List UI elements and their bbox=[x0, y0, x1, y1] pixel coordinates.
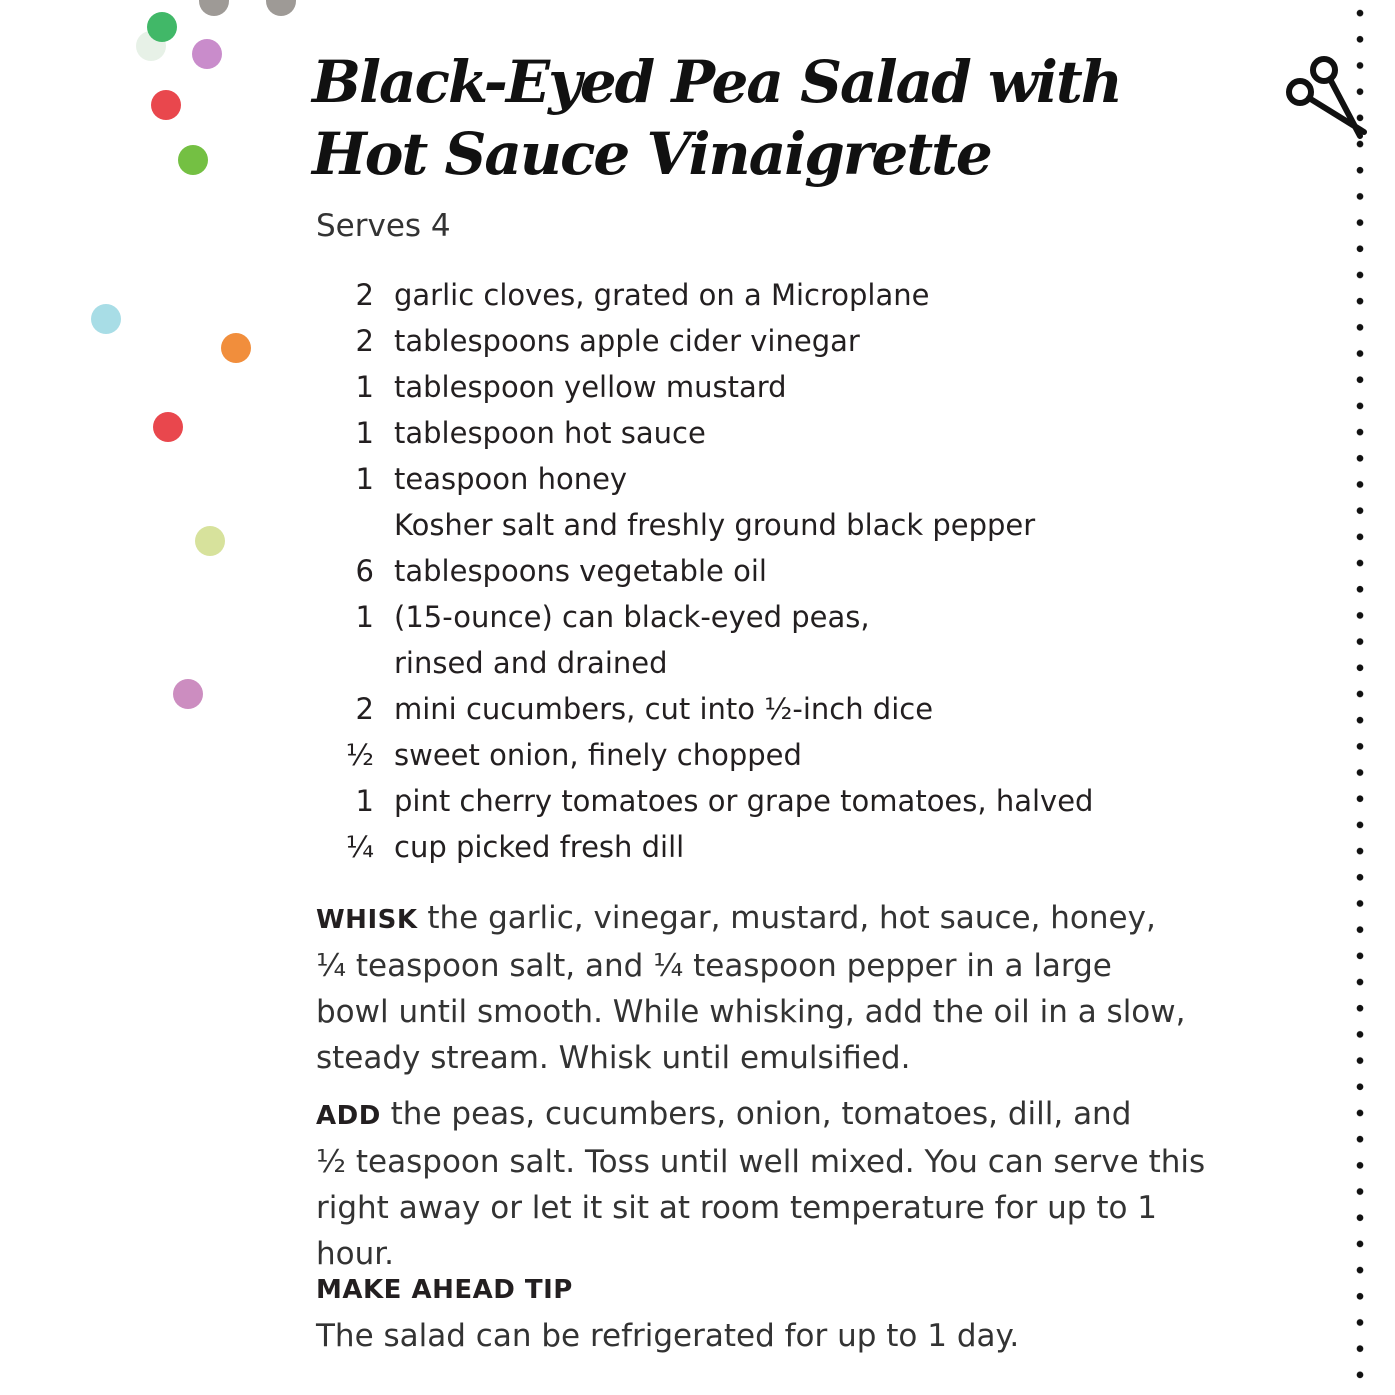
ingredient-quantity: 1 bbox=[355, 416, 374, 450]
ingredient-item bbox=[340, 594, 1093, 640]
ingredient-text: tablespoon hot sauce bbox=[394, 416, 706, 450]
step-keyword: ADD bbox=[316, 1101, 381, 1131]
ingredient-quantity: 2 bbox=[355, 278, 374, 312]
ingredient-text: rinsed and drained bbox=[394, 646, 668, 680]
step-line: the peas, cucumbers, onion, tomatoes, dill, and bbox=[390, 1096, 1132, 1132]
ingredient-item bbox=[340, 364, 1093, 410]
ingredient-text: pint cherry tomatoes or grape tomatoes, halved bbox=[394, 784, 1094, 818]
ingredient-quantity: 2 bbox=[355, 692, 374, 726]
step-keyword: WHISK bbox=[316, 905, 418, 935]
step-line: the garlic, vinegar, mustard, hot sauce, honey, bbox=[427, 900, 1156, 936]
ingredient-text: garlic cloves, grated on a Microplane bbox=[394, 278, 930, 312]
ingredient-text: cup picked fresh dill bbox=[394, 830, 685, 864]
make-ahead-tip-text: The salad can be refrigerated for up to 1 day. bbox=[316, 1318, 1020, 1354]
recipe-title-line-1: Black-Eyed Pea Salad with bbox=[312, 48, 1121, 116]
confetti-dot bbox=[178, 145, 208, 175]
ingredient-text: (15-ounce) can black-eyed peas, bbox=[394, 600, 870, 634]
scissors-icon bbox=[1280, 52, 1372, 144]
serves-count: Serves 4 bbox=[316, 208, 451, 244]
ingredient-item bbox=[340, 318, 1093, 364]
confetti-dot bbox=[192, 39, 222, 69]
step-line: bowl until smooth. While whisking, add the oil in a slow, bbox=[316, 994, 1186, 1030]
make-ahead-tip-heading: MAKE AHEAD TIP bbox=[316, 1275, 573, 1305]
ingredient-quantity: ½ bbox=[345, 738, 374, 772]
confetti-dot bbox=[153, 412, 183, 442]
ingredient-item bbox=[340, 640, 1093, 686]
ingredient-text: Kosher salt and freshly ground black pepper bbox=[394, 508, 1036, 542]
ingredient-quantity: ¼ bbox=[345, 830, 374, 864]
confetti-dot bbox=[147, 12, 177, 42]
dotted-cut-line bbox=[1353, 0, 1367, 1395]
confetti-dot bbox=[91, 304, 121, 334]
ingredient-quantity bbox=[340, 502, 374, 548]
ingredient-text: teaspoon honey bbox=[394, 462, 628, 496]
ingredient-quantity: 6 bbox=[355, 554, 374, 588]
confetti-dot bbox=[173, 679, 203, 709]
ingredient-item bbox=[340, 548, 1093, 594]
ingredient-text: mini cucumbers, cut into ½-inch dice bbox=[394, 692, 934, 726]
ingredient-text: tablespoons apple cider vinegar bbox=[394, 324, 860, 358]
ingredient-item bbox=[340, 686, 1093, 732]
confetti-dot bbox=[199, 0, 229, 16]
ingredient-item bbox=[340, 272, 1093, 318]
confetti-dot bbox=[195, 526, 225, 556]
confetti-dot bbox=[266, 0, 296, 16]
step-line: right away or let it sit at room temperature for up to 1 hour. bbox=[316, 1190, 1158, 1272]
ingredient-item bbox=[340, 410, 1093, 456]
confetti-dot bbox=[221, 333, 251, 363]
confetti-dot bbox=[151, 90, 181, 120]
step-line: ¼ teaspoon salt, and ¼ teaspoon pepper in a large bbox=[316, 948, 1112, 984]
step-line: steady stream. Whisk until emulsified. bbox=[316, 1040, 911, 1076]
step-line: ½ teaspoon salt. Toss until well mixed. You can serve this bbox=[316, 1144, 1206, 1180]
ingredient-quantity: 2 bbox=[355, 324, 374, 358]
ingredient-quantity: 1 bbox=[355, 370, 374, 404]
ingredient-text: sweet onion, finely chopped bbox=[394, 738, 802, 772]
ingredient-list bbox=[340, 272, 1093, 870]
ingredient-item bbox=[340, 824, 1093, 870]
ingredient-text: tablespoon yellow mustard bbox=[394, 370, 787, 404]
instruction-step-add bbox=[316, 1091, 1216, 1277]
ingredient-quantity: 1 bbox=[355, 784, 374, 818]
ingredient-item bbox=[340, 502, 1093, 548]
ingredient-quantity bbox=[340, 640, 374, 686]
recipe-title bbox=[312, 46, 1121, 190]
ingredient-item bbox=[340, 778, 1093, 824]
ingredient-text: tablespoons vegetable oil bbox=[394, 554, 767, 588]
recipe-title-line-2: Hot Sauce Vinaigrette bbox=[312, 120, 991, 188]
instruction-step-whisk bbox=[316, 895, 1216, 1081]
ingredient-quantity: 1 bbox=[355, 600, 374, 634]
ingredient-item bbox=[340, 732, 1093, 778]
ingredient-item bbox=[340, 456, 1093, 502]
ingredient-quantity: 1 bbox=[355, 462, 374, 496]
